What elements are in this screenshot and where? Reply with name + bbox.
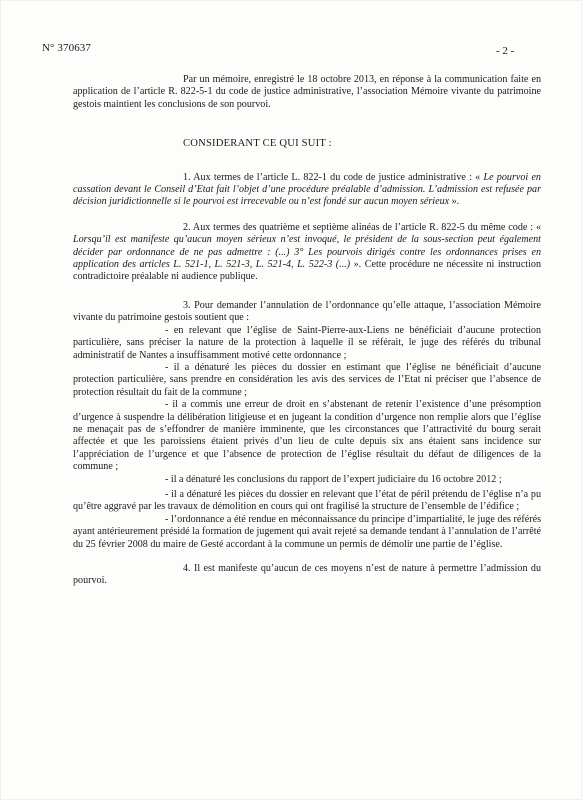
spacer (73, 151, 541, 172)
argument-item: - il a commis une erreur de droit en s’abstenant de retenir l’existence d’une présomption d’urgence à suspendre la délibération litigieuse et en jugeant la condition d’urgence non remplie alors que l’église ne menaçait pas de s’effondrer de manière imminente, que les circonstances que l’attractivité du bourg serait affectée et que les paroissiens étaient privés d’un lieu de culte depuis six ans étaient sans incidence sur l’appréciation de l’urgence et que l’absence de protection de l’église résultait du défaut de diligences de la commune ; (73, 399, 541, 473)
document-body (73, 74, 541, 588)
paragraph-2-lead: 2. Aux termes des quatrième et septième alinéas de l’article R. 822-5 du même code : « (183, 221, 541, 233)
document-number: N° 370637 (42, 42, 91, 54)
spacer (73, 551, 541, 563)
paragraph-1-lead: 1. Aux termes de l’article L. 822-1 du code de justice administrative : « (183, 171, 484, 183)
paragraph-1-quote: Le pourvoi en cassation devant le Conseil d’Etat fait l’objet d’une procédure préalable d’admission. L’admission est refusée par décision juridictionnelle si le pourvoi est irrecevable ou n’est fondé sur aucun moyen sérieux (73, 171, 541, 208)
paragraph-4: 4. Il est manifeste qu’aucun de ces moyens n’est de nature à permettre l’admission du pourvoi. (73, 563, 541, 587)
section-heading: CONSIDERANT CE QUI SUIT : (183, 138, 332, 150)
paragraph-2 (73, 222, 541, 284)
spacer (73, 111, 541, 138)
paragraph-2-quote: Lorsqu’il est manifeste qu’aucun moyen sérieux n’est invoqué, le président de la sous-section peut également décider par ordonnance de ne pas admettre : (...) 3° Les pourvois dirigés contre les ordonnances prises en application des articles L. 521-1, L. 521-3, L. 521-4, L. 522-3 (...) (73, 234, 541, 271)
paragraph-3-lead: 3. Pour demander l’annulation de l’ordonnance qu’elle attaque, l’association Mémoire vivante du patrimoine gestois soutient que : (73, 299, 541, 324)
paragraph-2-tail: ». Cette procédure ne nécessite ni instruction contradictoire préalable ni audience publique. (73, 259, 541, 283)
page-number: - 2 - (496, 45, 515, 57)
spacer (73, 284, 541, 300)
paragraph-1-tail: ». (449, 196, 460, 208)
intro-paragraph: Par un mémoire, enregistré le 18 octobre 2013, en réponse à la communication faite en application de l’article R. 822-5-1 du code de justice administrative, l’association Mémoire vivante du patrimoine gestois maintient les conclusions de son pourvoi. (73, 74, 541, 110)
argument-item: - en relevant que l’église de Saint-Pierre-aux-Liens ne bénéficiait d’aucune protection particulière, sans préciser la nature de la protection à laquelle il se référait, le juge des référés du tribunal administratif de Nantes a insuffisamment motivé cette ordonnance ; (73, 324, 541, 361)
argument-item: - l’ordonnance a été rendue en méconnaissance du principe d’impartialité, le juge des référés ayant antérieurement présidé la formation de jugement qui avait rejeté sa demande tendant à l’annulation de l’arrêté du 25 février 2008 du maire de Gesté accordant à la commune un permis de démolir une partie de l’église. (73, 513, 541, 550)
argument-item: - il a dénaturé les pièces du dossier en relevant que l’état de péril prétendu de l’église n’a pu qu’être aggravé par les travaux de démolition en cours qui ont fragilisé la structure de l’ensemble de l’édifice ; (73, 488, 541, 513)
spacer (73, 209, 541, 222)
argument-item: - il a dénaturé les pièces du dossier en estimant que l’église ne bénéficiait d’aucune protection particulière, sans prendre en considération les avis des services de l’Etat ni préciser que l’absence de protection résultait du fait de la commune ; (73, 361, 541, 398)
paragraph-1 (73, 172, 541, 209)
argument-item: - il a dénaturé les conclusions du rapport de l’expert judiciaire du 16 octobre 2012 ; (165, 473, 502, 485)
